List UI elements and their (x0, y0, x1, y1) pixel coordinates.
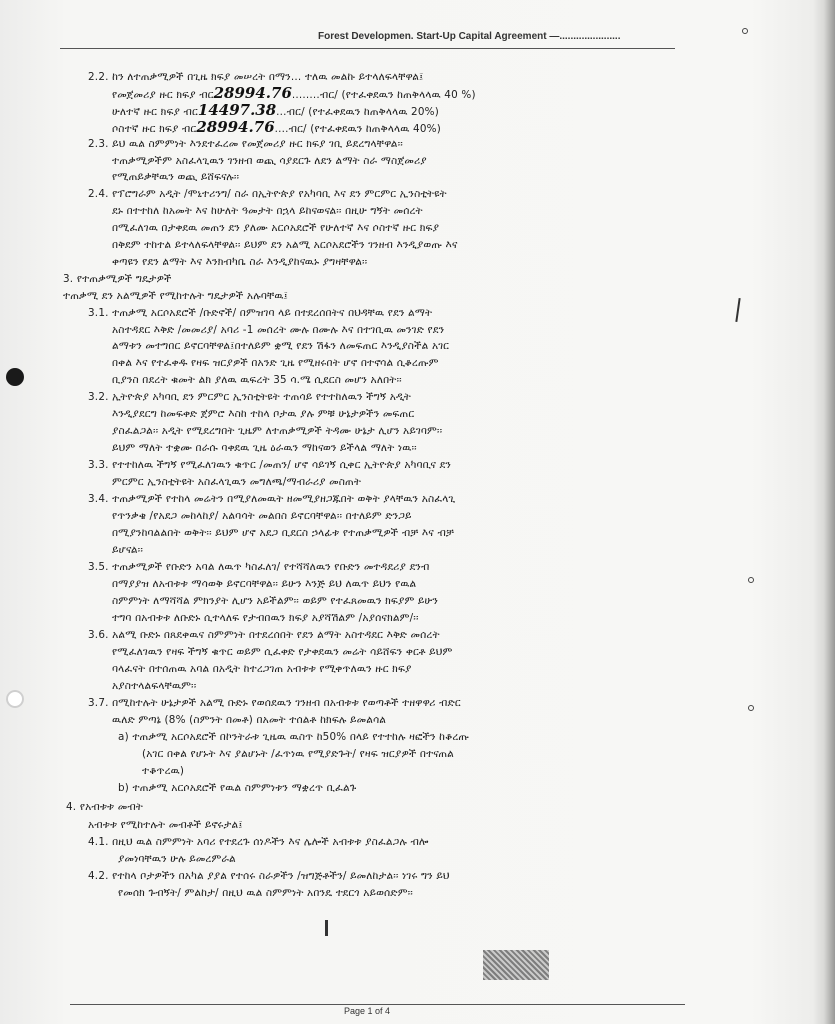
clause-3-3-cont-1: ምርምር ኢንስቲትዩት አስፈላጊዉን መግለጫ/ማብራሪያ መስጠት (112, 476, 362, 488)
clause-3-5-cont-1: በማያያዝ ለአብቱቱ ማሳወቅ ይኖርባቸዋል፡፡ ይሁን እንጅ ይህ ለዉጥ ይህን የዉል (112, 578, 417, 590)
barcode-stamp (483, 950, 549, 980)
clause-3-7-a-cont-1: (አገር በቀል የሆኑት እና ያልሆኑት /ፈጥነዉ የሚያድጉት/ የዛፍ ዝርያዎች በተናጠል (142, 748, 454, 760)
scan-speck (742, 28, 748, 34)
payment-second-suffix: ...ብር/ (የተፈቀደዉን ከጠቅላላዉ 20%) (276, 106, 439, 118)
payment-first-suffix: ........ብር/ (የተፈቀደዉን ከጠቅላላዉ 40 %) (291, 89, 476, 101)
payment-second (112, 103, 439, 119)
header-rule (60, 48, 675, 49)
clause-3-1-cont-3: በቀል እና የተፈቀዱ የዛፍ ዝርያዎች በአንድ ጊዜ የሚዘሩበት ሆኖ በተኖሳል ሲቆረጡም (112, 357, 439, 369)
section-4-intro: አብቱቱ የሚከተሉት መብቶች ይኖሩታል፤ (88, 819, 243, 831)
clause-3-5: 3.5. ተጠቃሚዎች የቡድን አባል ለዉጥ ካስፈለገ/ የተሻሻለዉን የቡድን መተዳደሪያ ደንብ (88, 561, 430, 573)
clause-3-5-cont-2: ስምምነት ለማሻሻል ምክንያት ሊሆን አይችልም፡፡ ወይም የተፈጸመዉን ክፍያም ይሁን (112, 595, 438, 607)
clause-3-3: 3.3. የተተከለዉ ችግኝ የሚፈለገዉን ቁጥር /መጠን/ ሆኖ ሳይገኝ ሲቀር ኢትዮጵያ አካባቢና ደን (88, 459, 452, 471)
clause-4-2-cont-1: የመሰክ ጉብኝት/ ምልከታ/ በዚህ ዉል ስምምነት አበንዴ ተደርጎ አይወሰድም፡፡ (118, 887, 413, 899)
clause-3-6-cont-2: ባላፈናት በተሰጠዉ አባል በአዲት ከተረጋገጠ አብቱቱ የሚቀጥለዉን ዙር ክፍያ (112, 663, 412, 675)
punch-hole-upper (6, 368, 24, 386)
header-underline: ...................... (559, 31, 621, 42)
clause-3-7-b: b) ተጠቃሚ አርሶአደሮች የዉል ስምምነቱን ማቋረጥ ቢፈልጉ (118, 782, 357, 794)
clause-3-4-cont-1: የጥንቃቄ /የአደጋ መከላከያ/ አልባሳት መልበስ ይኖርባቸዋል፡፡ በተለይም ድንጋይ (112, 510, 412, 522)
clause-3-6-cont-3: አያስተላልፍላቸዉም፡፡ (112, 680, 197, 692)
margin-pen-mark (735, 298, 740, 322)
clause-3-2: 3.2. ኢትዮጵያ አካባቢ ደን ምርምር ኢንስቲትዩት ተጠሳይ የተተከለዉን ችግኝ አዲት (88, 391, 411, 403)
clause-2-4-cont-2: በሚፈለገዉ በታቀደዉ መጠን ደን ያለሙ አርሶአደሮች የሁለተኛ እና ሶስተኛ ዙር ክፍያ (112, 222, 440, 234)
payment-first-label: የመጀመሪያ ዙር ክፍያ ብር (112, 89, 214, 101)
scan-speck (748, 577, 754, 583)
page-header (318, 31, 678, 42)
footer-rule (70, 1004, 685, 1005)
section-3-heading: 3. የተጠቃሚዎች ግዴታዎች (63, 273, 172, 285)
clause-3-7-a-cont-2: ተቆጥረዉ) (142, 765, 185, 777)
section-3-intro: ተጠቃሚ ደን አልሚዎች የሚከተሉት ግዴታዎች አሉባቸዉ፤ (63, 290, 288, 302)
clause-3-1-cont-4: ቢያንስ በደረት ቁመት ልክ ያለዉ ዉፍረት 35 ሳ.ሜ ሲደርስ መሆን አለበት፡፡ (112, 374, 402, 386)
punch-hole-lower (6, 690, 24, 708)
payment-second-label: ሁለተኛ ዙር ክፍያ ብር (112, 106, 198, 118)
clause-3-4: 3.4. ተጠቃሚዎች የተከላ መሬትን በሚያለመዉት ዘመሚያዘጋጁበት ወቅት ያላቸዉን አስፈላጊ (88, 493, 456, 505)
clause-3-1: 3.1. ተጠቃሚ አርሶአደሮች /ቡድኖች/ በምዝገባ ላይ በተደረሰበትና በህዳቸዉ የደን ልማት (88, 307, 433, 319)
clause-3-7: 3.7. በሚከተሉት ሁኔታዎች አልሚ ቡድኑ የወሰደዉን ገንዘብ በአብቱቱ የወጣቶች ተዘዋዋሪ ብድር (88, 697, 461, 709)
payment-third-label: ሶስተኛ ዙር ክፍያ ብር (112, 123, 197, 135)
page-number: Page 1 of 4 (344, 1006, 391, 1016)
clause-2-4-cont-3: በቅደም ተከተል ይተላለፍላቸዋል፡፡ ይህም ደን አልሚ አርሶአደሮችን ገንዘብ እንዲያወጡ እና (112, 239, 458, 251)
clause-3-1-cont-2: ልማቱን መተግበር ይኖርባቸዋል፤በተለይም ቋሚ የደን ሽፋን ለመፍጠር እንዲያስችል አገር (112, 340, 450, 352)
clause-2-4: 2.4. የፕሮግራም አዲት /ሞኒተሪንግ/ ስራ በኢትዮጵያ የአካባቢ እና ደን ምርምር ኢንስቲትዩት (88, 188, 447, 200)
clause-3-1-cont-1: አስተዳደር እቅድ /መመሪያ/ አባሪ -1 መሰረት ሙሉ በሙሉ እና በተገቢዉ መንገድ የደን (112, 324, 445, 336)
clause-4-1-cont-1: ያመነባቸዉን ሁሉ ይመረምራል (118, 853, 236, 865)
clause-2-3-cont-2: የሚጠይቃቸዉን ወጪ ይሸፍናሉ፡፡ (112, 171, 240, 183)
clause-3-4-cont-2: በሚያንከባልልበት ወቅት፡፡ ይህም ሆኖ አደጋ ቢደርስ ኃላፊቱ የተጠቃሚዎች ብቻ እና ብቻ (112, 527, 455, 539)
clause-2-3-cont-1: ተጠቃሚዎችም አስፈላጊዉን ገንዘብ ወጪ ሳያደርጉ ለደን ልማት ስራ ማስጀመሪያ (112, 155, 427, 167)
clause-3-5-cont-3: ተግባ በአብቱቱ ለቡድኑ ሲተላለፍ የታብበዉን ክፍያ አያሻሽልም /አያሰናክልም/፡፡ (112, 612, 419, 624)
payment-second-amount: 14497.38 (197, 103, 277, 119)
payment-third (112, 120, 441, 136)
clause-4-2: 4.2. የተከላ ቦታዎችን በአካል ያያል የተሰሩ ስራዎችን /ዝግጅቶችን/ ይመለከታል፡፡ ነገሩ ግን ይህ (88, 870, 450, 882)
clause-2-4-cont-1: ደኑ በተተከለ ከአመት እና ከሁለት ዓመታት በኋላ ይከናወናል፡፡ በዚሁ ግኝት መሰረት (112, 205, 423, 217)
section-4-heading: 4. የአብቱቱ መብት (66, 801, 144, 813)
clause-2-4-cont-4: ቀጣዩን የደን ልማት እና እንክብካቤ ስራ እንዲያከናዉኑ ያግዛቸዋል፡፡ (112, 256, 368, 268)
clause-3-2-cont-2: ያስፈልጋል፡፡ አዲት የሚደረግበት ጊዜም ለተጠቃሚዎች ትዳሙ ሁኔታ ሊሆን አይገባም፡፡ (112, 425, 443, 437)
scan-speck (748, 705, 754, 711)
payment-third-amount: 28994.76 (196, 120, 275, 136)
clause-3-2-cont-3: ይህም ማለት ተቋሙ በራሱ ባቀደዉ ጊዜ ዕራዉን ማከናወን ይችላል ማለት ነዉ፡፡ (112, 442, 417, 454)
clause-3-6: 3.6. አልሚ ቡድኑ በጸደቀዉና ስምምነት በተደረሰበት የደን ልማት አስተዳደር እቅድ መሰረት (88, 629, 440, 641)
clause-4-1: 4.1. በዚህ ዉል ስምምነት አባሪ የተደረጉ ሰነዶችን እና ሌሎች አብቱቱ ያስፈልጋሉ ብሎ (88, 836, 429, 848)
clause-3-4-cont-3: ይሆናል፡፡ (112, 544, 143, 556)
clause-3-6-cont-1: የሚፈለገዉን የዛፍ ችግኝ ቁጥር ወይም ሲፈቀድ የታቀደዉን መሬት ሳይሸፍን ቀርቶ ይህም (112, 646, 453, 658)
payment-first-amount: 28994.76 (213, 86, 292, 102)
pen-mark (325, 920, 328, 936)
header-title: Forest Developmen. Start-Up Capital Agreement — (318, 31, 560, 42)
payment-third-suffix: ....ብር/ (የተፈቀደዉን ከጠቅላላዉ 40%) (274, 123, 441, 135)
clause-2-2: 2.2. ከን ለተጠቃሚዎች በጊዜ ክፍያ መሠረት በማን... ተለዉ መልኩ ይተላለፍላቸዋል፤ (88, 71, 424, 83)
clause-3-7-cont-1: ዉለድ ምጣኔ (8% (ስምንት በመቶ) በአመት ተሰልቶ ከክፍሉ ይመልሳል (112, 714, 387, 726)
clause-3-7-a: a) ተጠቃሚ አርሶአደሮች በኮንትራቱ ጊዜዉ ዉስጥ ከ50% በላይ የተተከሉ ዛፎችን ከቆረጡ (118, 731, 470, 743)
payment-first (112, 86, 476, 102)
clause-3-2-cont-1: እንዲያደርግ ከመፍቀድ ጀምሮ እስከ ተከላ ቦታዉ ያሉ ምቹ ሁኔታዎችን መፍጠር (112, 408, 415, 420)
page-edge-shadow (813, 0, 835, 1024)
clause-2-3: 2.3. ይህ ዉል ስምምነት እንደተፈረመ የመጀመሪያ ዙር ክፍያ ገቢ ይደረግላቸዋል፡፡ (88, 138, 403, 150)
